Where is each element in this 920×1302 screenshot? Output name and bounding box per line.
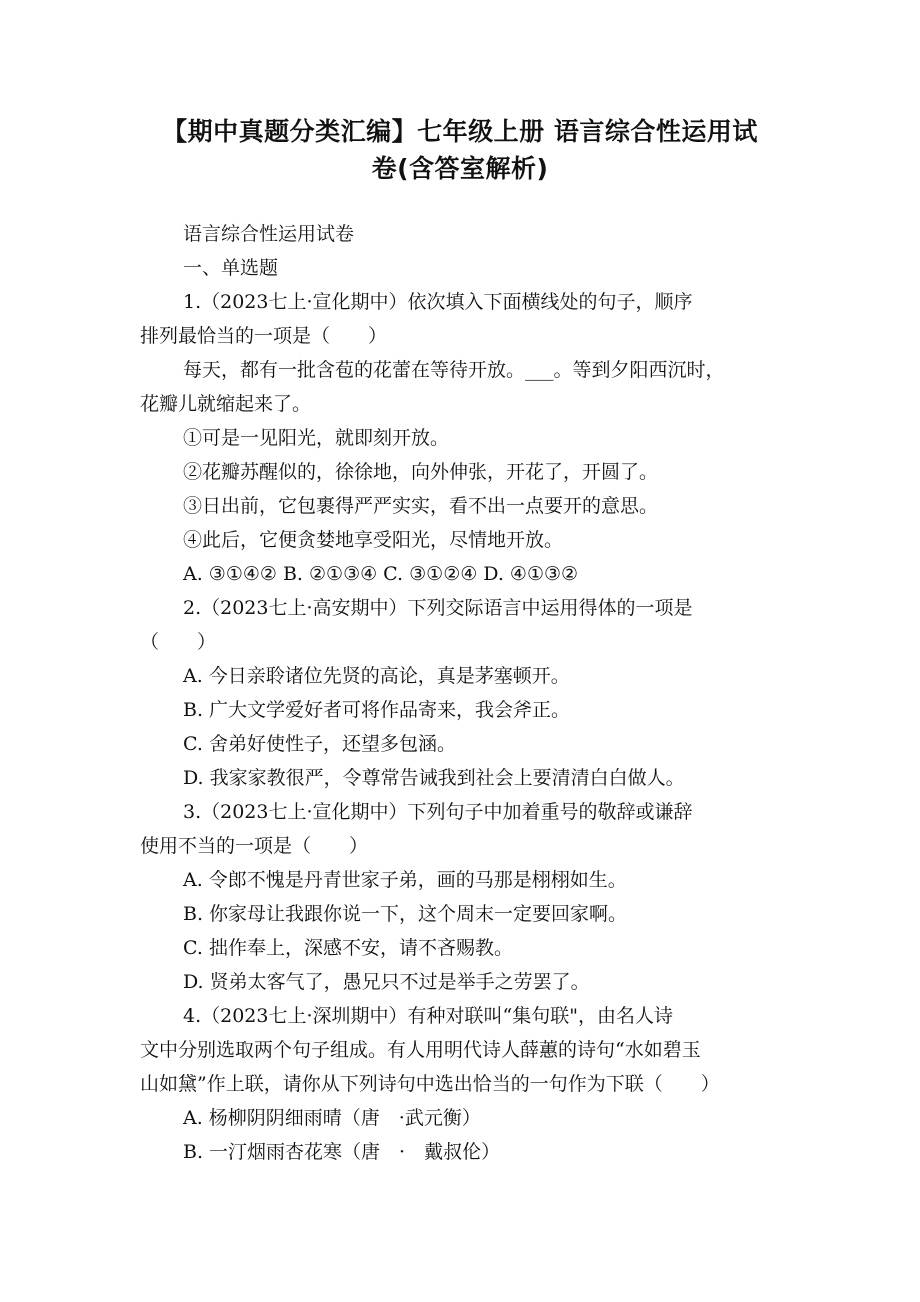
q4-stem-line-1: 4.（2023七上·深圳期中）有种对联叫“集句联"，由名人诗	[183, 1005, 673, 1027]
q4-option-b: B. 一汀烟雨杏花寒（唐 · 戴叔伦）	[183, 1141, 501, 1163]
paper-heading: 语言综合性运用试卷	[183, 223, 355, 245]
q2-option-c: C. 舍弟好使性子，还望多包涵。	[183, 733, 456, 755]
q2-option-b: B. 广大文学爱好者可将作品寄来，我会斧正。	[183, 699, 571, 721]
q1-stem-line-2: 排列最恰当的一项是（ ）	[140, 325, 388, 347]
q3-option-a: A. 令郎不愧是丹青世家子弟，画的马那是栩栩如生。	[183, 869, 627, 891]
q2-stem-line-2: （ ）	[140, 631, 217, 653]
q4-option-a: A. 杨柳阴阴细雨晴（唐 ·武元衡）	[183, 1107, 481, 1129]
section-heading: 一、单选题	[183, 257, 279, 279]
q2-option-a: A. 今日亲聆诸位先贤的高论，真是茅塞顿开。	[183, 665, 570, 687]
q3-stem-line-2: 使用不当的一项是（ ）	[140, 835, 369, 857]
q4-stem-line-2: 文中分别选取两个句子组成。有人用明代诗人薛蕙的诗句“水如碧玉	[140, 1039, 701, 1061]
q1-item-3: ③日出前，它包裹得严严实实，看不出一点要开的意思。	[183, 495, 659, 517]
q1-stem-line-1: 1.（2023七上·宣化期中）依次填入下面横线处的句子，顺序	[183, 291, 693, 313]
q1-item-4: ④此后，它便贪婪地享受阳光，尽情地开放。	[183, 529, 564, 551]
q1-item-2: ②花瓣苏醒似的，徐徐地，向外伸张，开花了，开圆了。	[183, 461, 659, 483]
q1-options: A. ③①④② B. ②①③④ C. ③①②④ D. ④①③②	[183, 563, 579, 585]
q2-stem-line-1: 2.（2023七上·高安期中）下列交际语言中运用得体的一项是	[183, 597, 693, 619]
document-title-line-1: 【期中真题分类汇编】七年级上册 语言综合性运用试	[162, 117, 758, 146]
q3-option-d: D. 贤弟太客气了，愚兄只不过是举手之劳罢了。	[183, 971, 590, 993]
q3-option-c: C. 拙作奉上，深感不安，请不吝赐教。	[183, 937, 513, 959]
q3-option-b: B. 你家母让我跟你说一下，这个周末一定要回家啊。	[183, 903, 628, 925]
q4-stem-line-3: 山如黛”作上联，请你从下列诗句中选出恰当的一句作为下联（ ）	[140, 1073, 720, 1095]
q1-passage-line-2: 花瓣儿就缩起来了。	[140, 393, 312, 415]
q1-item-1: ①可是一见阳光，就即刻开放。	[183, 427, 450, 449]
q2-option-d: D. 我家家教很严，令尊常告诫我到社会上要清清白白做人。	[183, 767, 685, 789]
document-title-line-2: 卷(含答室解析)	[371, 154, 549, 183]
q3-stem-line-1: 3.（2023七上·宣化期中）下列句子中加着重号的敬辞或谦辞	[183, 801, 693, 823]
q1-passage-line-1: 每天，都有一批含苞的花蕾在等待开放。___。等到夕阳西沉时，	[183, 359, 725, 381]
